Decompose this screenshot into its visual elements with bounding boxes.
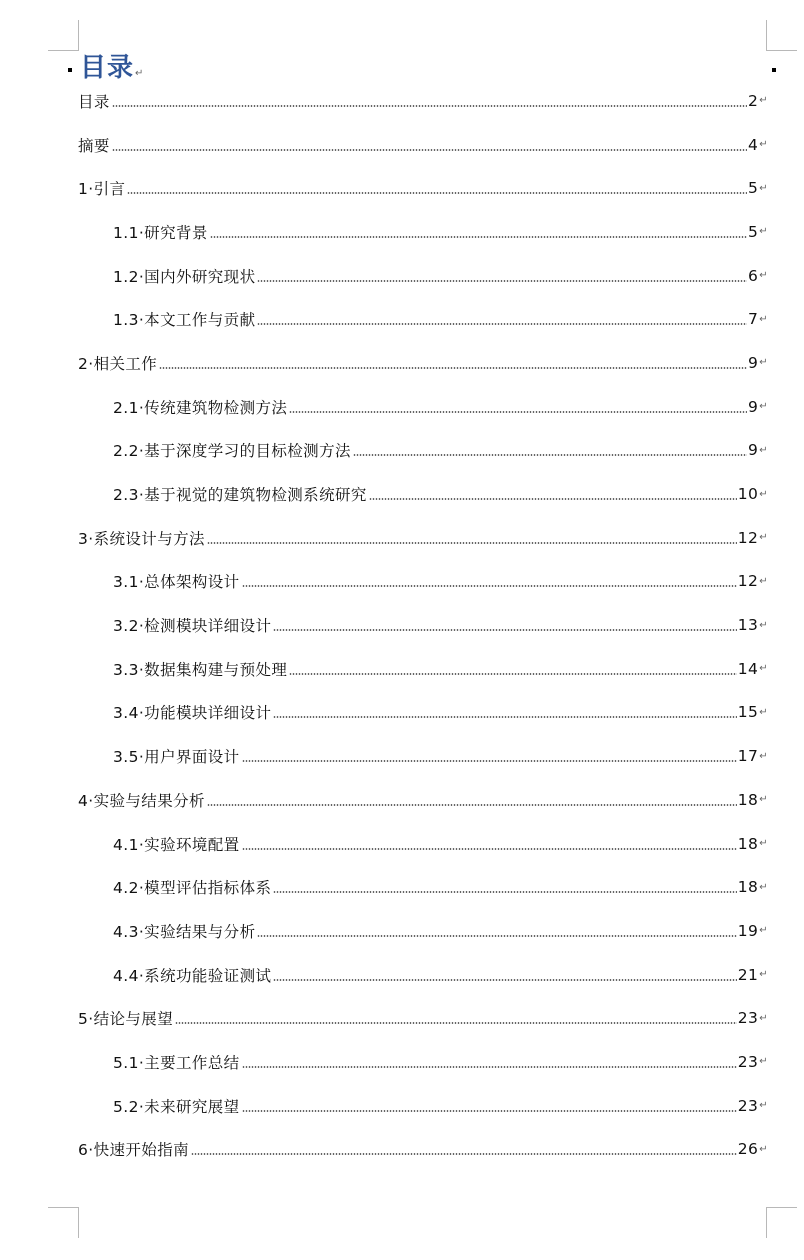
toc-entry-title[interactable]: 3.3·数据集构建与预处理 xyxy=(113,660,288,679)
toc-entry[interactable] xyxy=(78,603,768,647)
paragraph-return-mark: ↵ xyxy=(759,182,768,194)
toc-entry-title[interactable]: 3·系统设计与方法 xyxy=(78,529,205,548)
toc-dot-leader xyxy=(207,804,737,806)
toc-entry-title[interactable]: 1.1·研究背景 xyxy=(113,223,208,242)
toc-entry-page-number[interactable]: 7 xyxy=(747,310,759,329)
paragraph-return-mark: ↵ xyxy=(759,619,768,631)
toc-dot-leader xyxy=(175,1022,737,1024)
toc-entry[interactable] xyxy=(78,996,768,1040)
table-of-contents xyxy=(78,79,768,1171)
toc-entry[interactable] xyxy=(78,297,768,341)
toc-entry-page-number[interactable]: 18 xyxy=(737,790,759,809)
toc-dot-leader xyxy=(210,236,747,238)
crop-mark-bottom-left xyxy=(48,1207,79,1238)
toc-dot-leader xyxy=(257,280,746,282)
toc-dot-leader xyxy=(273,716,736,718)
toc-entry-title[interactable]: 目录 xyxy=(78,92,110,111)
paragraph-return-mark: ↵ xyxy=(759,925,768,937)
toc-entry-title[interactable]: 3.1·总体架构设计 xyxy=(113,573,240,592)
paragraph-return-mark: ↵ xyxy=(759,357,768,369)
toc-entry-page-number[interactable]: 19 xyxy=(737,921,759,940)
paragraph-return-mark: ↵ xyxy=(759,95,768,107)
toc-dot-leader xyxy=(191,1153,737,1155)
toc-entry-page-number[interactable]: 9 xyxy=(747,353,759,372)
toc-dot-leader xyxy=(242,1110,737,1112)
toc-dot-leader xyxy=(273,891,736,893)
paragraph-return-mark: ↵ xyxy=(759,270,768,282)
toc-entry[interactable] xyxy=(78,865,768,909)
paragraph-return-mark: ↵ xyxy=(759,706,768,718)
paragraph-return-mark: ↵ xyxy=(759,444,768,456)
toc-entry[interactable] xyxy=(78,385,768,429)
toc-entry-title[interactable]: 5.1·主要工作总结 xyxy=(113,1053,240,1072)
toc-entry[interactable] xyxy=(78,1128,768,1172)
toc-entry[interactable] xyxy=(78,560,768,604)
toc-entry-title[interactable]: 2.1·传统建筑物检测方法 xyxy=(113,398,288,417)
toc-entry-page-number[interactable]: 13 xyxy=(737,616,759,635)
paragraph-return-mark: ↵ xyxy=(135,68,145,79)
toc-entry-page-number[interactable]: 23 xyxy=(737,1052,759,1071)
toc-entry-page-number[interactable]: 23 xyxy=(737,1096,759,1115)
toc-entry-page-number[interactable]: 14 xyxy=(737,659,759,678)
toc-dot-leader xyxy=(353,454,747,456)
paragraph-return-mark: ↵ xyxy=(759,1143,768,1155)
toc-entry-title[interactable]: 3.4·功能模块详细设计 xyxy=(113,704,272,723)
toc-entry-title[interactable]: 4·实验与结果分析 xyxy=(78,791,205,810)
toc-dot-leader xyxy=(112,105,747,107)
toc-dot-leader xyxy=(289,673,736,675)
toc-entry[interactable] xyxy=(78,691,768,735)
paragraph-return-mark: ↵ xyxy=(759,575,768,587)
toc-entry-page-number[interactable]: 18 xyxy=(737,878,759,897)
toc-entry-page-number[interactable]: 23 xyxy=(737,1009,759,1028)
toc-dot-leader xyxy=(273,629,736,631)
toc-dot-leader xyxy=(112,149,747,151)
toc-entry-title[interactable]: 1.3·本文工作与贡献 xyxy=(113,311,256,330)
paragraph-return-mark: ↵ xyxy=(759,969,768,981)
toc-entry[interactable] xyxy=(78,341,768,385)
toc-entry-title[interactable]: 4.2·模型评估指标体系 xyxy=(113,879,272,898)
paragraph-format-mark-left xyxy=(68,68,72,72)
toc-entry[interactable] xyxy=(78,647,768,691)
toc-heading-text: 目录 xyxy=(80,53,135,83)
toc-entry-title[interactable]: 2.2·基于深度学习的目标检测方法 xyxy=(113,442,351,461)
toc-entry-page-number[interactable]: 10 xyxy=(737,485,759,504)
toc-entry[interactable] xyxy=(78,909,768,953)
toc-entry-title[interactable]: 6·快速开始指南 xyxy=(78,1141,189,1160)
toc-dot-leader xyxy=(369,498,737,500)
paragraph-return-mark: ↵ xyxy=(759,838,768,850)
paragraph-return-mark: ↵ xyxy=(759,1100,768,1112)
paragraph-return-mark: ↵ xyxy=(759,532,768,544)
crop-mark-top-right xyxy=(766,20,797,51)
toc-entry-page-number[interactable]: 12 xyxy=(737,572,759,591)
toc-entry[interactable] xyxy=(78,734,768,778)
paragraph-return-mark: ↵ xyxy=(759,401,768,413)
toc-entry-page-number[interactable]: 15 xyxy=(737,703,759,722)
toc-entry-title[interactable]: 1·引言 xyxy=(78,180,126,199)
toc-dot-leader xyxy=(257,935,736,937)
paragraph-return-mark: ↵ xyxy=(759,750,768,762)
paragraph-return-mark: ↵ xyxy=(759,1012,768,1024)
toc-entry-title[interactable]: 1.2·国内外研究现状 xyxy=(113,267,256,286)
paragraph-return-mark: ↵ xyxy=(759,1056,768,1068)
toc-entry[interactable] xyxy=(78,778,768,822)
toc-entry-page-number[interactable]: 21 xyxy=(737,965,759,984)
toc-entry-title[interactable]: 4.1·实验环境配置 xyxy=(113,835,240,854)
toc-dot-leader xyxy=(127,192,747,194)
toc-entry-page-number[interactable]: 5 xyxy=(747,222,759,241)
crop-mark-bottom-right xyxy=(766,1207,797,1238)
toc-entry[interactable] xyxy=(78,953,768,997)
toc-entry-page-number[interactable]: 9 xyxy=(747,397,759,416)
toc-entry-page-number[interactable]: 18 xyxy=(737,834,759,853)
toc-entry[interactable] xyxy=(78,1084,768,1128)
toc-entry[interactable] xyxy=(78,516,768,560)
toc-entry-title[interactable]: 3.5·用户界面设计 xyxy=(113,748,240,767)
toc-dot-leader xyxy=(273,979,736,981)
toc-entry-title[interactable]: 4.3·实验结果与分析 xyxy=(113,922,256,941)
toc-entry-title[interactable]: 3.2·检测模块详细设计 xyxy=(113,617,272,636)
toc-entry-page-number[interactable]: 9 xyxy=(747,441,759,460)
toc-entry-title[interactable]: 4.4·系统功能验证测试 xyxy=(113,966,272,985)
toc-dot-leader xyxy=(289,411,747,413)
toc-entry[interactable] xyxy=(78,123,768,167)
paragraph-return-mark: ↵ xyxy=(759,313,768,325)
toc-entry-page-number[interactable]: 26 xyxy=(737,1140,759,1159)
toc-dot-leader xyxy=(159,367,747,369)
toc-entry-title[interactable]: 5.2·未来研究展望 xyxy=(113,1097,240,1116)
toc-dot-leader xyxy=(242,760,737,762)
toc-entry[interactable] xyxy=(78,1040,768,1084)
toc-dot-leader xyxy=(242,848,737,850)
toc-entry-title[interactable]: 摘要 xyxy=(78,136,110,155)
paragraph-format-mark-right xyxy=(772,68,776,72)
toc-entry[interactable] xyxy=(78,210,768,254)
toc-entry[interactable] xyxy=(78,822,768,866)
toc-entry-title[interactable]: 5·结论与展望 xyxy=(78,1010,174,1029)
paragraph-return-mark: ↵ xyxy=(759,881,768,893)
toc-dot-leader xyxy=(242,585,737,587)
toc-entry[interactable] xyxy=(78,429,768,473)
toc-entry-page-number[interactable]: 17 xyxy=(737,747,759,766)
toc-entry[interactable] xyxy=(78,166,768,210)
toc-entry-title[interactable]: 2.3·基于视觉的建筑物检测系统研究 xyxy=(113,486,367,505)
toc-entry[interactable] xyxy=(78,472,768,516)
toc-entry-page-number[interactable]: 5 xyxy=(747,179,759,198)
toc-entry[interactable] xyxy=(78,79,768,123)
toc-dot-leader xyxy=(242,1066,737,1068)
paragraph-return-mark: ↵ xyxy=(759,226,768,238)
toc-entry-page-number[interactable]: 2 xyxy=(747,91,759,110)
paragraph-return-mark: ↵ xyxy=(759,139,768,151)
toc-entry-page-number[interactable]: 4 xyxy=(747,135,759,154)
toc-dot-leader xyxy=(207,542,737,544)
toc-dot-leader xyxy=(257,323,746,325)
paragraph-return-mark: ↵ xyxy=(759,794,768,806)
paragraph-return-mark: ↵ xyxy=(759,488,768,500)
toc-entry-page-number[interactable]: 6 xyxy=(747,266,759,285)
toc-entry-title[interactable]: 2·相关工作 xyxy=(78,354,158,373)
toc-entry-page-number[interactable]: 12 xyxy=(737,528,759,547)
crop-mark-top-left xyxy=(48,20,79,51)
toc-entry[interactable] xyxy=(78,254,768,298)
paragraph-return-mark: ↵ xyxy=(759,663,768,675)
